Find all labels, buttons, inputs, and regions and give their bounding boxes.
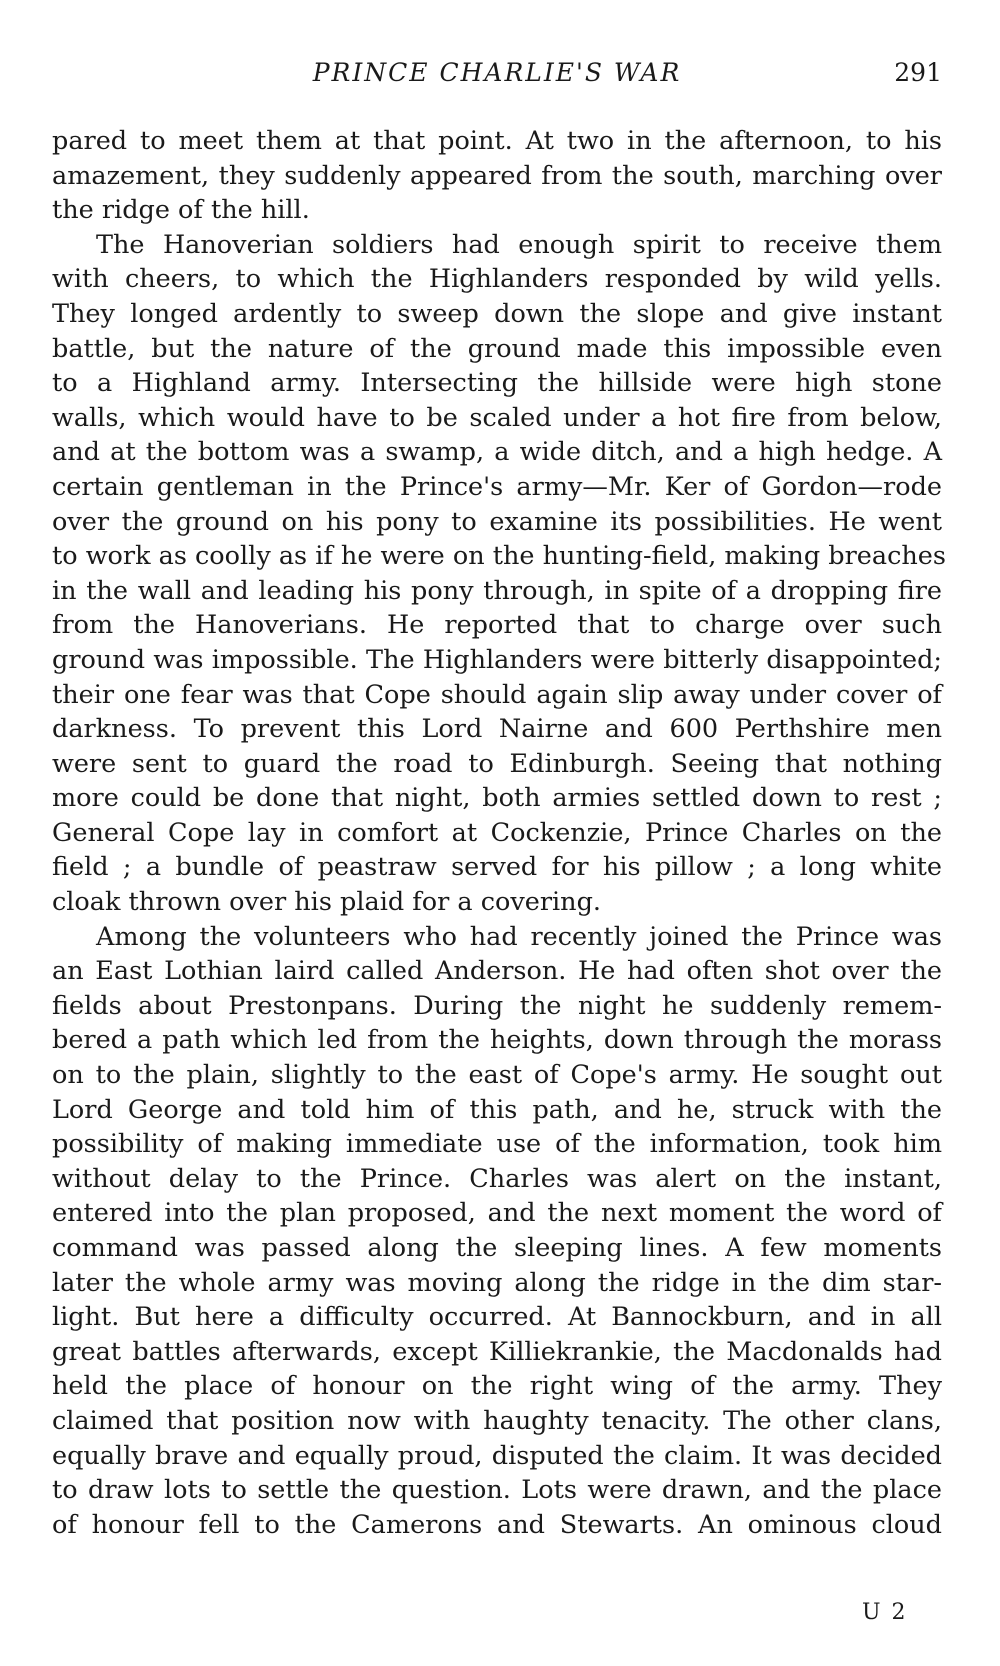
text-line: walls, which would have to be scaled under a hot fire from below, <box>52 402 942 433</box>
text-line: darkness. To prevent this Lord Nairne and 600 Perthshire men <box>52 714 942 745</box>
text-line: over the ground on his pony to examine its possibilities. He went <box>52 506 942 537</box>
text-line: an East Lothian laird called Anderson. He had often shot over the <box>52 956 942 987</box>
text-line: to work as coolly as if he were on the hunting-field, making breaches <box>52 541 946 572</box>
text-line: with cheers, to which the Highlanders responded by wild yells. <box>52 264 942 295</box>
text-line: They longed ardently to sweep down the slope and give instant <box>52 298 942 329</box>
text-line: amazement, they suddenly appeared from the south, marching over <box>52 160 942 191</box>
text-line: claimed that position now with haughty tenacity. The other clans, <box>52 1405 942 1436</box>
text-line: The Hanoverian soldiers had enough spirit to receive them <box>96 229 942 260</box>
text-line: great battles afterwards, except Killiekrankie, the Macdonalds had <box>52 1336 942 1367</box>
text-line: light. But here a difficulty occurred. At Bannockburn, and in all <box>52 1302 942 1333</box>
signature-mark: U 2 <box>862 1600 908 1625</box>
page-number: 291 <box>894 58 942 87</box>
text-line: on to the plain, slightly to the east of Cope's army. He sought out <box>52 1060 942 1091</box>
text-line: held the place of honour on the right wing of the army. They <box>52 1371 942 1402</box>
text-line: entered into the plan proposed, and the next moment the word of <box>52 1198 942 1229</box>
text-line: more could be done that night, both armies settled down to rest ; <box>52 783 942 814</box>
text-line: cloak thrown over his plaid for a covering. <box>52 887 602 918</box>
text-line: bered a path which led from the heights, down through the morass <box>52 1025 942 1056</box>
text-line: command was passed along the sleeping lines. A few moments <box>52 1233 942 1263</box>
text-line: later the whole army was moving along the ridge in the dim star- <box>52 1267 942 1298</box>
body-text <box>52 124 946 1542</box>
text-line: General Cope lay in comfort at Cockenzie, Prince Charles on the <box>52 817 942 848</box>
text-line: pared to meet them at that point. At two in the afternoon, to his <box>52 126 942 156</box>
text-line: were sent to guard the road to Edinburgh. Seeing that nothing <box>52 748 942 779</box>
text-line: Lord George and told him of this path, and he, struck with the <box>52 1094 942 1125</box>
text-line: to a Highland army. Intersecting the hillside were high stone <box>52 368 942 399</box>
running-title: PRINCE CHARLIE'S WAR <box>312 58 682 87</box>
text-line: battle, but the nature of the ground made this impossible even <box>52 333 942 364</box>
text-line: field ; a bundle of peastraw served for his pillow ; a long white <box>52 852 942 883</box>
text-line: without delay to the Prince. Charles was alert on the instant, <box>52 1163 942 1194</box>
text-line: to draw lots to settle the question. Lots were drawn, and the place <box>52 1475 942 1506</box>
text-line: from the Hanoverians. He reported that to charge over such <box>52 610 942 641</box>
text-line: equally brave and equally proud, disputed the claim. It was decided <box>52 1440 942 1471</box>
text-line: in the wall and leading his pony through, in spite of a dropping fire <box>52 575 942 606</box>
text-line: the ridge of the hill. <box>52 195 310 226</box>
text-line: Among the volunteers who had recently joined the Prince was <box>96 921 942 952</box>
text-line: fields about Prestonpans. During the night he suddenly remem- <box>52 990 942 1021</box>
text-line: and at the bottom was a swamp, a wide ditch, and a high hedge. A <box>52 437 942 468</box>
text-line: of honour fell to the Camerons and Stewarts. An ominous cloud <box>52 1509 942 1540</box>
page-header <box>52 52 942 92</box>
text-line: their one fear was that Cope should again slip away under cover of <box>52 679 942 710</box>
text-line: possibility of making immediate use of the information, took him <box>52 1129 942 1160</box>
text-line: ground was impossible. The Highlanders were bitterly disappointed; <box>52 644 942 675</box>
text-line: certain gentleman in the Prince's army—Mr. Ker of Gordon—rode <box>52 471 942 502</box>
